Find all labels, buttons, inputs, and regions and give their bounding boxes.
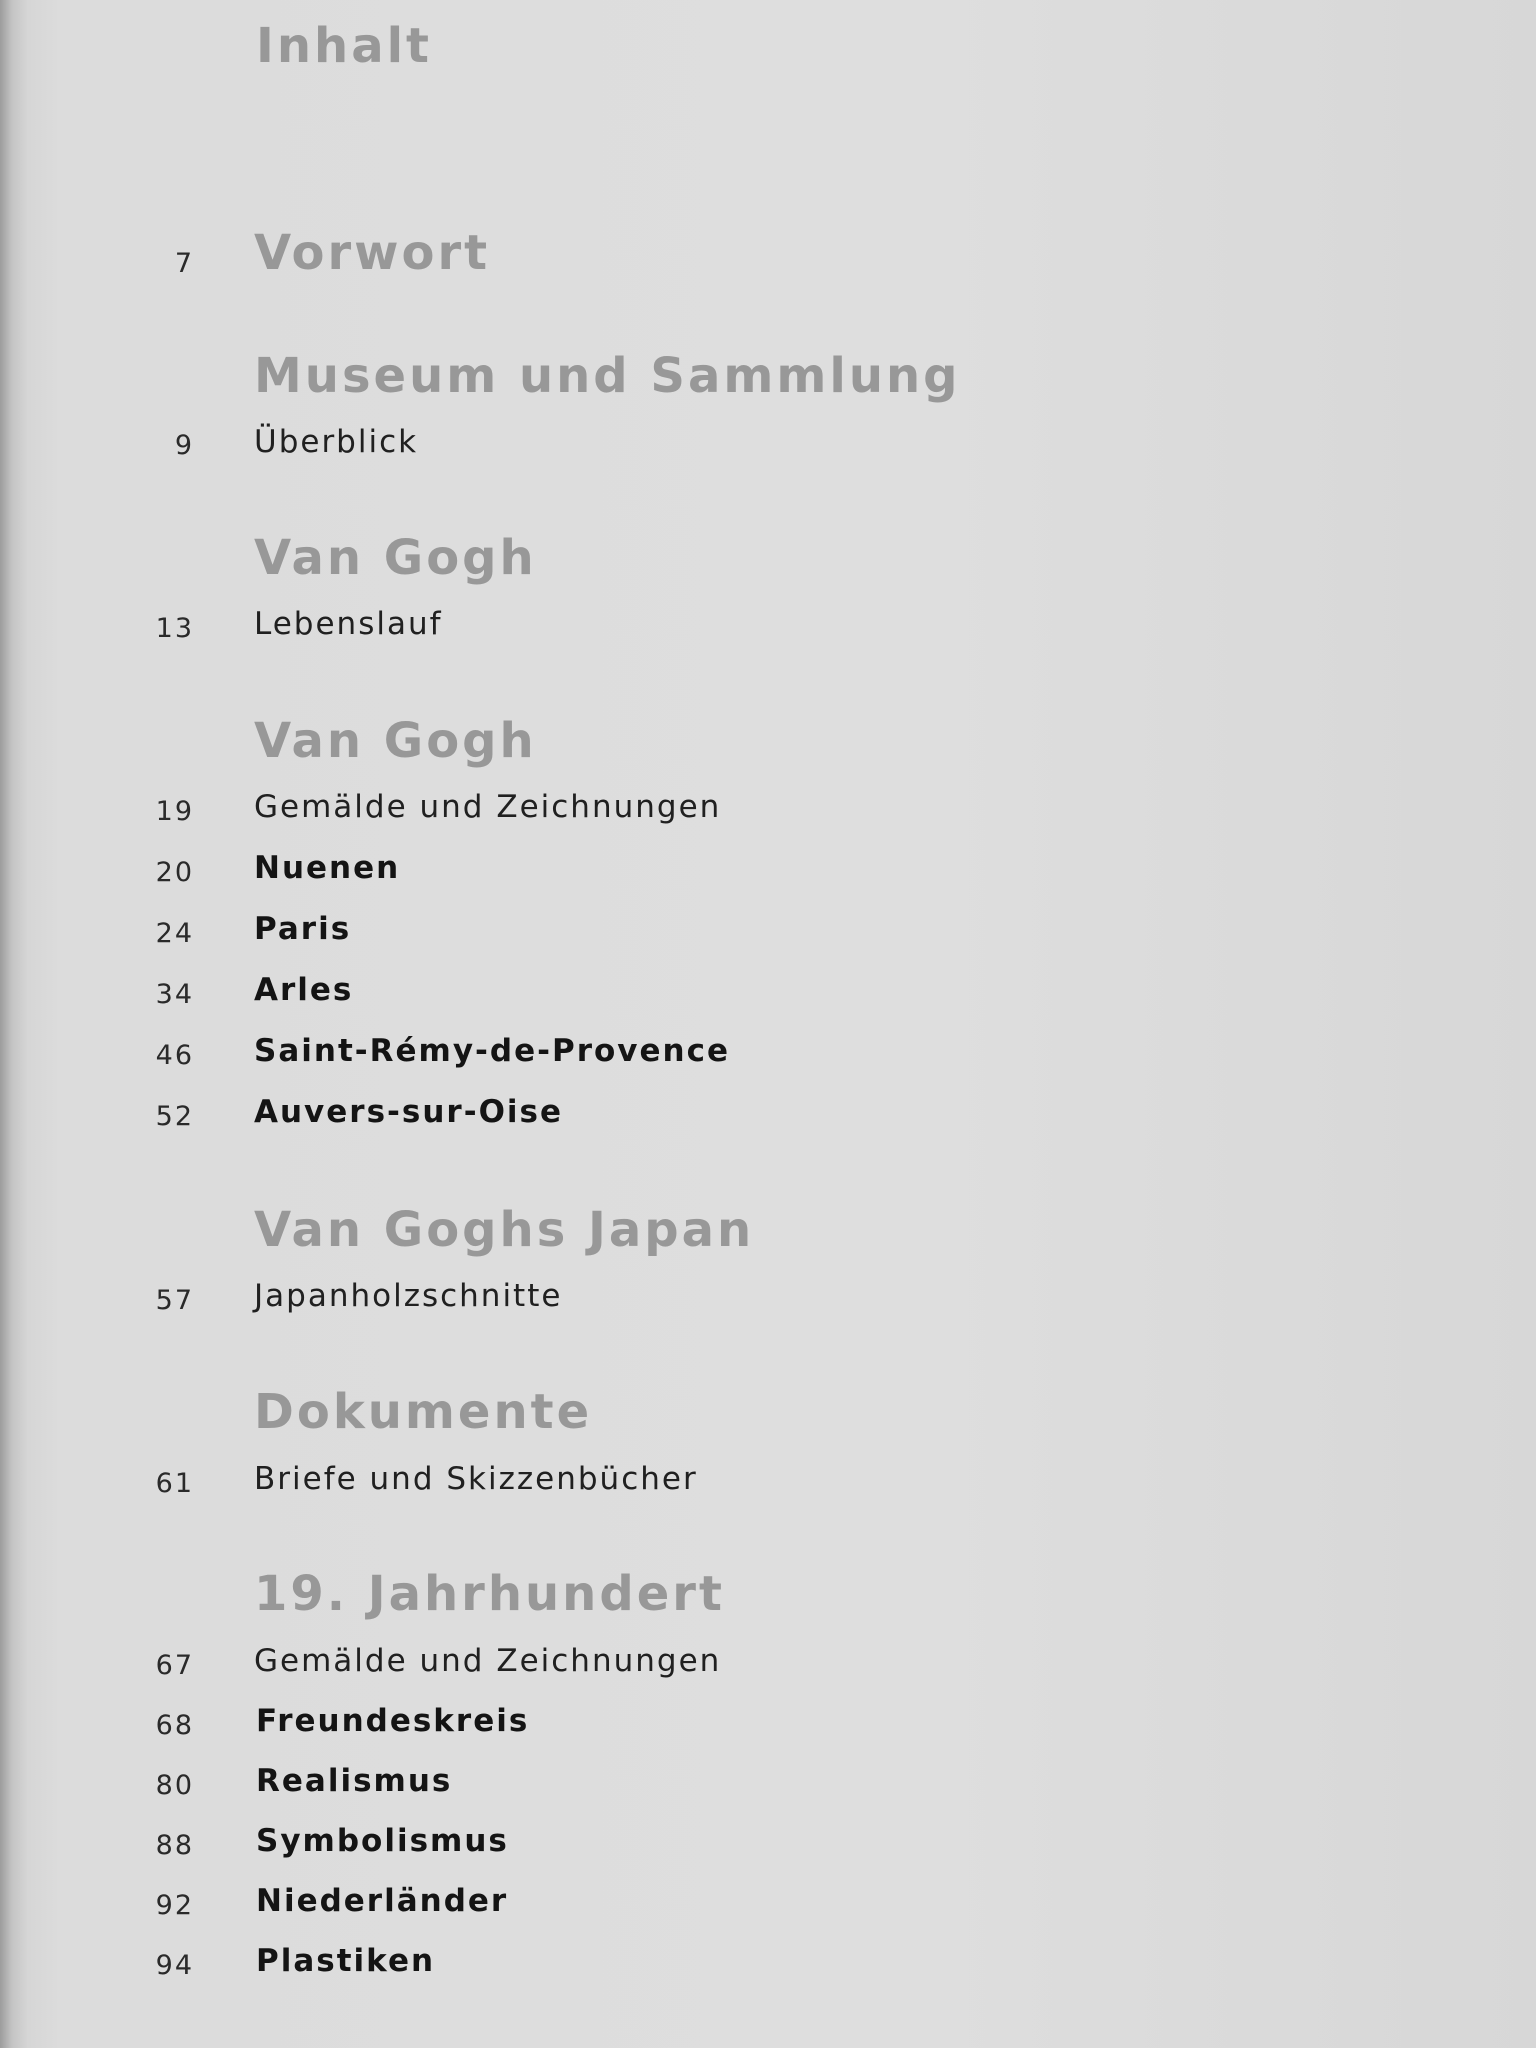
toc-page-number: 52 (155, 1101, 194, 1132)
toc-page-number: 92 (155, 1890, 194, 1921)
section-heading: Van Gogh (254, 530, 537, 586)
toc-entry[interactable]: Auvers-sur-Oise (254, 1094, 564, 1130)
section-heading: Museum und Sammlung (254, 348, 961, 404)
toc-page-number: 46 (155, 1040, 194, 1071)
toc-entry[interactable]: Lebenslauf (254, 606, 443, 642)
toc-page-number: 19 (155, 796, 194, 827)
toc-page-number: 24 (155, 918, 194, 949)
toc-entry[interactable]: Gemälde und Zeichnungen (254, 789, 722, 825)
toc-page-number: 94 (155, 1950, 194, 1981)
toc-entry[interactable]: Plastiken (256, 1943, 436, 1979)
toc-entry[interactable]: Arles (254, 972, 354, 1008)
toc-entry[interactable]: Freundeskreis (256, 1703, 530, 1739)
toc-page-number: 7 (174, 248, 194, 279)
toc-page-number: 57 (155, 1285, 194, 1316)
toc-entry[interactable]: Briefe und Skizzenbücher (254, 1461, 698, 1497)
toc-page-number: 13 (155, 613, 194, 644)
toc-entry[interactable]: Niederländer (256, 1883, 509, 1919)
toc-entry-heading[interactable]: Vorwort (254, 225, 491, 281)
toc-entry[interactable]: Nuenen (254, 850, 401, 886)
toc-page-number: 61 (155, 1468, 194, 1499)
section-heading: 19. Jahrhundert (254, 1566, 725, 1622)
section-heading: Van Gogh (254, 713, 537, 769)
toc-page-number: 20 (155, 857, 194, 888)
toc-entry[interactable]: Japanholzschnitte (254, 1278, 563, 1314)
toc-entry[interactable]: Realismus (256, 1763, 453, 1799)
toc-page-number: 80 (155, 1770, 194, 1801)
toc-page-number: 9 (174, 430, 194, 461)
toc-entry[interactable]: Saint-Rémy-de-Provence (254, 1033, 730, 1069)
toc-page-number: 34 (155, 979, 194, 1010)
toc-page-number: 67 (155, 1650, 194, 1681)
section-heading: Van Goghs Japan (254, 1202, 755, 1258)
toc-entry[interactable]: Symbolismus (256, 1823, 509, 1859)
toc-entry[interactable]: Paris (254, 911, 352, 947)
page-title: Inhalt (256, 18, 432, 74)
toc-page-number: 88 (155, 1830, 194, 1861)
toc-entry[interactable]: Gemälde und Zeichnungen (254, 1643, 722, 1679)
toc-page-number: 68 (155, 1710, 194, 1741)
toc-entry[interactable]: Überblick (254, 424, 419, 460)
section-heading: Dokumente (254, 1384, 593, 1440)
